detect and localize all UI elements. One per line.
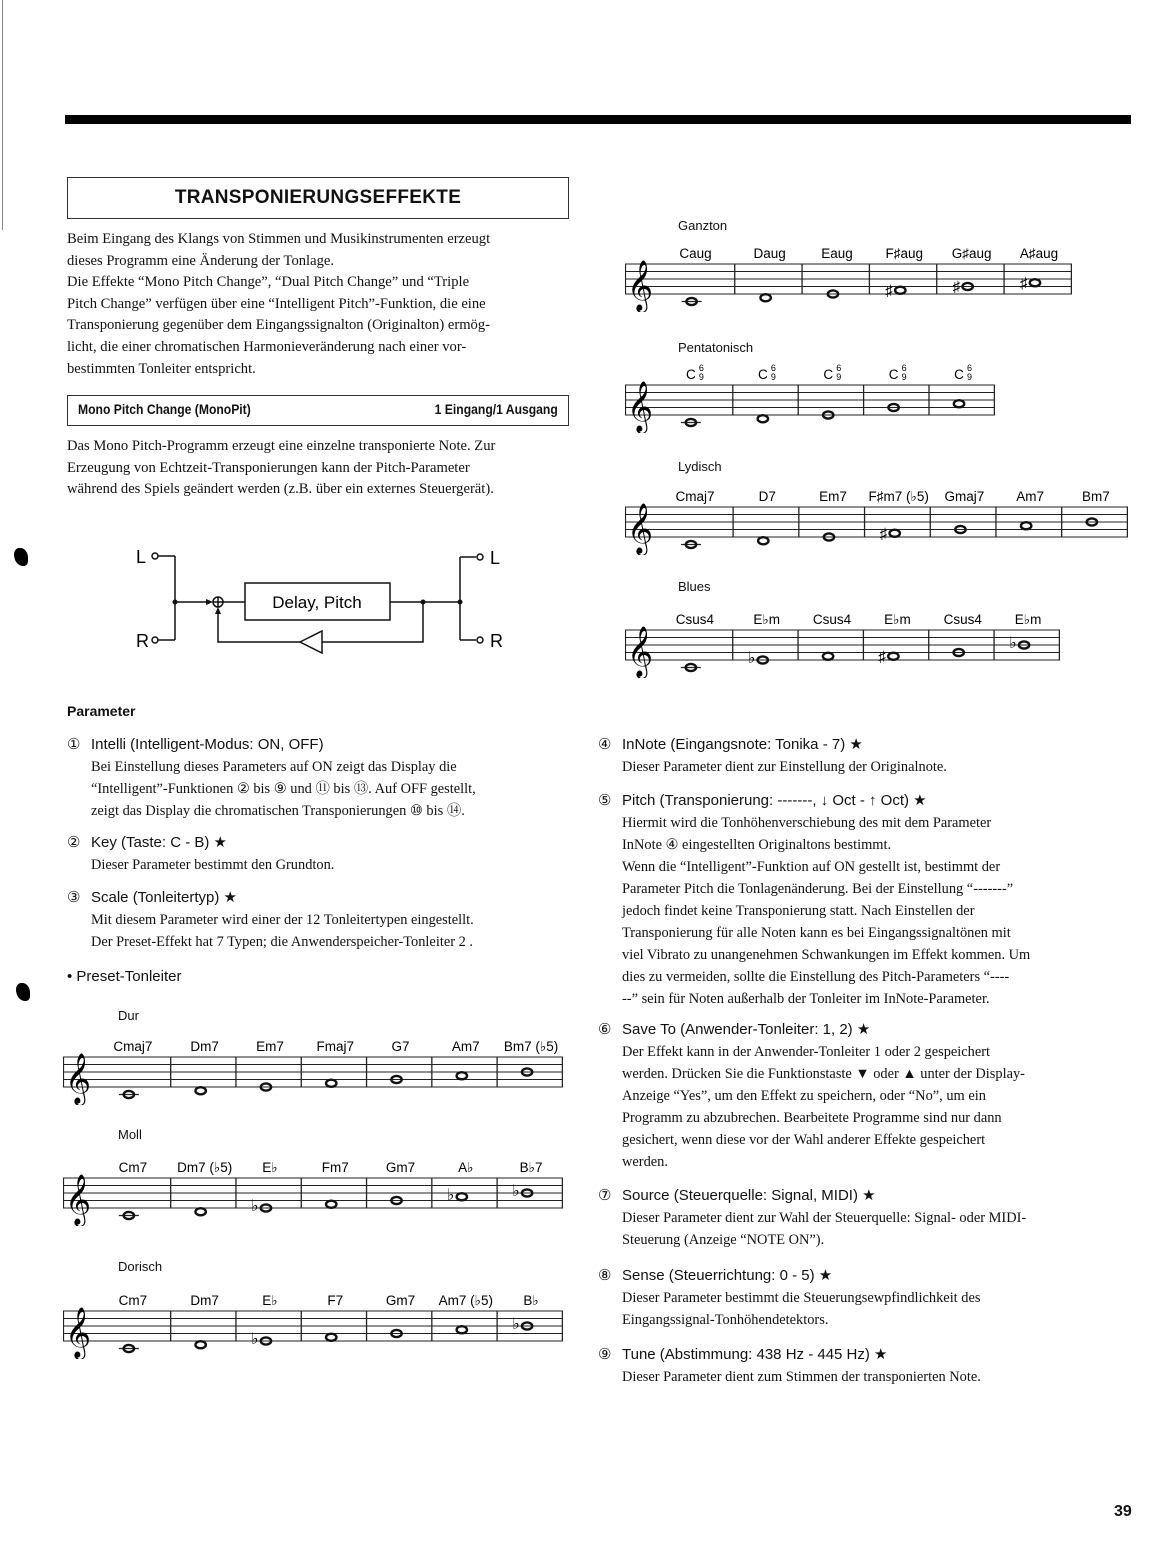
- scale-name: Pentatonisch: [678, 340, 754, 355]
- whole-note: [823, 653, 833, 660]
- chord-label: Dm7 (♭5): [177, 1160, 233, 1175]
- block-label: Delay, Pitch: [272, 593, 362, 612]
- text-line: InNote ④ eingestellten Originaltons bestimmt.: [622, 837, 892, 853]
- parameter-number: ⑨: [598, 1346, 612, 1363]
- chord-label: Em7: [819, 489, 847, 504]
- input-r-label: R: [136, 631, 149, 651]
- text-line: Transponierung gegenüber dem Eingangssignalton (Originalton) ermög-: [67, 317, 490, 334]
- output-l-label: L: [490, 548, 501, 568]
- text-line: Wenn die “Intelligent”-Funktion auf ON gestellt ist, bestimmt der: [622, 859, 1001, 875]
- chord-label: Fmaj7: [316, 1039, 354, 1054]
- sharp-icon: ♯: [878, 648, 886, 666]
- whole-note: [457, 1193, 467, 1200]
- text-line: dieses Programm eine Änderung der Tonlage.: [67, 252, 334, 269]
- text-line: bestimmten Tonleiter entspricht.: [67, 360, 256, 377]
- whole-note: [760, 294, 770, 301]
- text-line: während des Spiels geändert werden (z.B. über ein externes Steuergerät).: [67, 481, 494, 498]
- parameter-description: [598, 1207, 1026, 1251]
- text-line: zeigt das Display die chromatischen Transponierungen ⑩ bis ⑭.: [91, 803, 465, 819]
- parameter-description: [67, 756, 476, 822]
- chord-label: E♭: [262, 1293, 278, 1308]
- chord-label: Cmaj7: [675, 489, 715, 504]
- page-number: 39: [1114, 1503, 1132, 1520]
- parameter-name: Key (Taste: C - B) ★: [91, 834, 227, 851]
- text-line: Programm zu abzubrechen. Bearbeitete Programme sind nur dann: [622, 1110, 1002, 1126]
- parameter-item: [67, 734, 476, 822]
- parameter-number: ②: [67, 834, 81, 851]
- scale-name: Blues: [678, 579, 711, 594]
- chord-label: Gm7: [385, 1293, 416, 1308]
- text-line: Mit diesem Parameter wird einer der 12 Tonleitertypen eingestellt.: [91, 912, 474, 928]
- treble-clef-icon: 𝄞: [65, 1054, 92, 1103]
- parameter-number: ⑦: [598, 1187, 612, 1204]
- whole-note: [195, 1208, 205, 1215]
- text-line: werden. Drücken Sie die Funktionstaste ▼ oder ▲ unter der Display-: [622, 1066, 1025, 1082]
- flat-icon: ♭: [1009, 635, 1017, 652]
- music-staff: [63, 1156, 563, 1226]
- parameter-item: [598, 734, 947, 778]
- music-staff: [625, 242, 1072, 312]
- chord-label: Csus4: [812, 612, 852, 627]
- text-line: Bei Einstellung dieses Parameters auf ON zeigt das Display die: [91, 759, 457, 775]
- chord-label: Gm7: [385, 1160, 416, 1175]
- parameter-title: [598, 734, 947, 756]
- whole-note: [326, 1334, 336, 1341]
- feedback-amp-triangle: [300, 631, 322, 653]
- chord-superscript: 6: [901, 363, 907, 373]
- parameter-item: [598, 1344, 981, 1388]
- whole-note: [758, 537, 768, 544]
- music-staff: [625, 485, 1128, 555]
- text-line: Das Mono Pitch-Programm erzeugt eine einzelne transponierte Note. Zur: [67, 438, 496, 454]
- chord-label: Caug: [679, 246, 712, 261]
- parameter-item: [598, 1019, 1025, 1173]
- text-line: Hiermit wird die Tonhöhenverschiebung des mit dem Parameter: [622, 815, 992, 831]
- chord-label: Cmaj7: [113, 1039, 153, 1054]
- chord-label: E♭: [262, 1160, 278, 1175]
- chord-label: C: [686, 367, 696, 382]
- section-title-box: [67, 177, 569, 219]
- text-line: Dieser Parameter dient zur Einstellung der Originalnote.: [622, 759, 947, 775]
- chord-label: Am7 (♭5): [438, 1293, 494, 1308]
- text-line: Dieser Parameter bestimmt den Grundton.: [91, 857, 335, 873]
- parameter-description: [67, 854, 334, 876]
- flat-icon: ♭: [250, 1331, 259, 1348]
- chord-label: C: [888, 367, 899, 382]
- chord-label: G7: [391, 1039, 410, 1054]
- parameter-name: InNote (Eingangsnote: Tonika - 7) ★: [622, 736, 863, 753]
- whole-note: [888, 653, 898, 660]
- treble-clef-icon: 𝄞: [65, 1308, 92, 1357]
- text-line: Der Preset-Effekt hat 7 Typen; die Anwenderspeicher-Tonleiter 2 .: [91, 934, 473, 950]
- whole-note: [457, 1072, 467, 1079]
- text-line: Der Effekt kann in der Anwender-Tonleiter 1 oder 2 gespeichert: [622, 1044, 991, 1060]
- whole-note: [326, 1201, 336, 1208]
- text-line: Beim Eingang des Klangs von Stimmen und Musikinstrumenten erzeugt: [67, 231, 491, 247]
- parameter-number: ④: [598, 736, 612, 753]
- whole-note: [326, 1080, 336, 1087]
- whole-note: [195, 1341, 205, 1348]
- chord-label: Eaug: [821, 246, 853, 261]
- parameter-title: [598, 1185, 1026, 1207]
- whole-note: [1030, 279, 1040, 286]
- text-line: gesichert, wenn diese vor der Wahl anderer Effekte gespeichert: [622, 1132, 986, 1148]
- parameter-description: [598, 1287, 980, 1331]
- chord-superscript: 6: [967, 363, 973, 373]
- scale-name: Moll: [118, 1127, 142, 1142]
- effect-name: Mono Pitch Change (MonoPit): [78, 402, 251, 417]
- parameter-description: [598, 1366, 981, 1388]
- chord-superscript: 6: [770, 363, 776, 373]
- text-line: Dieser Parameter dient zum Stimmen der transponierten Note.: [622, 1369, 981, 1385]
- chord-label: E♭m: [753, 612, 781, 627]
- chord-label: Dm7: [190, 1293, 219, 1308]
- chord-label: Bm7 (♭5): [503, 1039, 559, 1054]
- flat-icon: ♭: [250, 1198, 259, 1215]
- chord-label: Gmaj7: [944, 489, 985, 504]
- signal-flow-diagram: [130, 540, 510, 660]
- parameter-item: [598, 1265, 980, 1331]
- output-r-label: R: [490, 631, 503, 651]
- text-line: Die Effekte “Mono Pitch Change”, “Dual Pitch Change” und “Triple: [67, 274, 470, 291]
- parameter-name: Pitch (Transponierung: -------, ↓ Oct - ↑ Oct) ★: [622, 792, 927, 809]
- sharp-icon: ♯: [952, 278, 961, 296]
- whole-note: [457, 1326, 467, 1333]
- intro-paragraph: [67, 229, 490, 380]
- parameter-number: ①: [67, 736, 81, 753]
- margin-marker-icon: [16, 983, 30, 1001]
- text-line: Dieser Parameter dient zur Wahl der Steuerquelle: Signal- oder MIDI-: [622, 1210, 1027, 1226]
- parameter-item: [67, 887, 474, 953]
- parameter-item: [598, 790, 1030, 1010]
- chord-superscript: 6: [836, 363, 842, 373]
- chord-label: Daug: [753, 246, 786, 261]
- sharp-icon: ♯: [1019, 274, 1028, 292]
- chord-label: Am7: [1016, 489, 1045, 504]
- chord-label: Dm7: [190, 1039, 219, 1054]
- text-line: werden.: [622, 1154, 668, 1170]
- whole-note: [195, 1087, 205, 1094]
- scan-edge-line: [2, 0, 3, 230]
- text-line: --” sein für Noten außerhalb der Tonleiter im InNote-Parameter.: [622, 991, 990, 1007]
- treble-clef-icon: 𝄞: [627, 504, 654, 553]
- treble-clef-icon: 𝄞: [627, 261, 654, 310]
- treble-clef-icon: 𝄞: [627, 382, 654, 431]
- preset-scale-heading: • Preset-Tonleiter: [67, 968, 182, 985]
- chord-label: F♯m7 (♭5): [868, 489, 929, 504]
- treble-clef-icon: 𝄞: [627, 627, 654, 676]
- text-line: viel Vibrato zu unangenehmen Schwankungen im Effekt kommen. Um: [622, 947, 1031, 963]
- scale-name: Dorisch: [118, 1259, 163, 1274]
- music-staff: [63, 1289, 563, 1359]
- text-line: Eingangssignal-Tonhöhendetektors.: [622, 1312, 829, 1328]
- chord-label: Em7: [256, 1039, 284, 1054]
- chord-label: F♯aug: [885, 246, 924, 261]
- text-line: Dieser Parameter bestimmt die Steuerungsewpfindlichkeit des: [622, 1290, 981, 1306]
- parameter-title: [598, 790, 1030, 812]
- chord-label: Am7: [451, 1039, 480, 1054]
- chord-label: E♭m: [884, 612, 911, 627]
- text-line: licht, die einer chromatischen Harmonieveränderung nach einer vor-: [67, 338, 467, 355]
- parameter-title: [598, 1265, 980, 1287]
- parameter-title: [598, 1019, 1025, 1041]
- parameter-description: [67, 909, 474, 953]
- text-line: jedoch findet keine Transponierung statt. Nach Einstellen der: [622, 903, 975, 919]
- parameter-number: ⑥: [598, 1021, 612, 1038]
- parameter-number: ③: [67, 889, 81, 906]
- music-staff: [625, 608, 1060, 678]
- margin-marker-icon: [14, 548, 28, 566]
- chord-label: F7: [327, 1293, 344, 1308]
- whole-note: [954, 400, 964, 407]
- chord-label: B♭: [523, 1293, 539, 1308]
- text-line: Transponierung für alle Noten kann es bei Eingangssignaltönen mit: [622, 925, 1011, 941]
- chord-label: E♭m: [1014, 612, 1042, 627]
- music-staff: [625, 363, 995, 433]
- header-rule: [65, 115, 1131, 124]
- parameter-name: Sense (Steuerrichtung: 0 - 5) ★: [622, 1267, 833, 1284]
- whole-note: [1021, 522, 1031, 529]
- flat-icon: ♭: [747, 650, 756, 667]
- chord-label: Cm7: [118, 1293, 148, 1308]
- parameter-title: [67, 734, 476, 756]
- chord-label: B♭7: [519, 1160, 543, 1175]
- parameter-name: Intelli (Intelligent-Modus: ON, OFF): [91, 736, 324, 753]
- chord-label: C: [757, 367, 768, 382]
- parameter-number: ⑧: [598, 1267, 612, 1284]
- chord-subscript: 9: [698, 372, 704, 382]
- text-line: “Intelligent”-Funktionen ② bis ⑨ und ⑪ bis ⑬. Auf OFF gestellt,: [91, 781, 476, 797]
- whole-note: [895, 287, 905, 294]
- chord-label: G♯aug: [951, 246, 992, 261]
- chord-superscript: 6: [698, 363, 704, 373]
- text-line: Erzeugung von Echtzeit-Transponierungen kann der Pitch-Parameter: [67, 459, 470, 476]
- parameter-description: [598, 1041, 1025, 1173]
- treble-clef-icon: 𝄞: [65, 1175, 92, 1224]
- parameter-name: Source (Steuerquelle: Signal, MIDI) ★: [622, 1187, 876, 1204]
- effect-header-box: [67, 395, 569, 426]
- parameter-title: [67, 832, 334, 854]
- text-line: Parameter Pitch die Tonlagenänderung. Bei der Einstellung “-------”: [622, 881, 1014, 897]
- chord-label: C: [954, 367, 964, 382]
- page-title: TRANSPONIERUNGSEFFEKTE: [174, 187, 462, 208]
- effect-description: [67, 436, 495, 501]
- chord-label: D7: [758, 489, 776, 504]
- chord-subscript: 9: [836, 372, 842, 382]
- parameter-title: [67, 887, 474, 909]
- text-line: Steuerung (Anzeige “NOTE ON”).: [622, 1232, 825, 1248]
- chord-label: Csus4: [675, 612, 714, 627]
- text-line: Pitch Change” verfügen über eine “Intelligent Pitch”-Funktion, die eine: [67, 295, 486, 312]
- parameter-item: [67, 832, 334, 876]
- input-l-label: L: [136, 547, 147, 567]
- chord-subscript: 9: [770, 372, 776, 382]
- text-line: Anzeige “Yes”, um den Effekt zu speichern, oder “No”, um ein: [622, 1088, 986, 1104]
- flat-icon: ♭: [512, 1183, 520, 1200]
- sharp-icon: ♯: [879, 525, 888, 543]
- chord-label: Bm7: [1081, 489, 1110, 504]
- whole-note: [758, 415, 768, 422]
- parameter-description: [598, 812, 1030, 1010]
- parameter-name: Save To (Anwender-Tonleiter: 1, 2) ★: [622, 1021, 871, 1038]
- flat-icon: ♭: [512, 1316, 520, 1333]
- chord-subscript: 9: [967, 372, 973, 382]
- sharp-icon: ♯: [885, 282, 893, 300]
- whole-note: [890, 530, 900, 537]
- chord-label: Fm7: [321, 1160, 349, 1175]
- chord-label: Cm7: [118, 1160, 148, 1175]
- chord-label: Csus4: [943, 612, 982, 627]
- chord-label: C: [823, 367, 834, 382]
- parameter-number: ⑤: [598, 792, 612, 809]
- parameter-description: [598, 756, 947, 778]
- parameter-title: [598, 1344, 981, 1366]
- scale-name: Ganzton: [678, 218, 728, 233]
- music-staff: [63, 1035, 563, 1105]
- parameter-item: [598, 1185, 1026, 1251]
- text-line: dies zu vermeiden, sollte die Einstellung des Pitch-Parameters “----: [622, 969, 1010, 985]
- parameter-name: Tune (Abstimmung: 438 Hz - 445 Hz) ★: [622, 1346, 888, 1363]
- scale-name: Lydisch: [678, 459, 722, 474]
- scale-name: Dur: [118, 1008, 139, 1023]
- effect-io: 1 Eingang/1 Ausgang: [434, 402, 558, 417]
- chord-label: A♯aug: [1019, 246, 1059, 261]
- parameter-name: Scale (Tonleitertyp) ★: [91, 889, 238, 906]
- flat-icon: ♭: [446, 1186, 455, 1204]
- parameter-heading: Parameter: [67, 703, 136, 719]
- chord-subscript: 9: [901, 372, 907, 382]
- chord-label: A♭: [458, 1160, 474, 1175]
